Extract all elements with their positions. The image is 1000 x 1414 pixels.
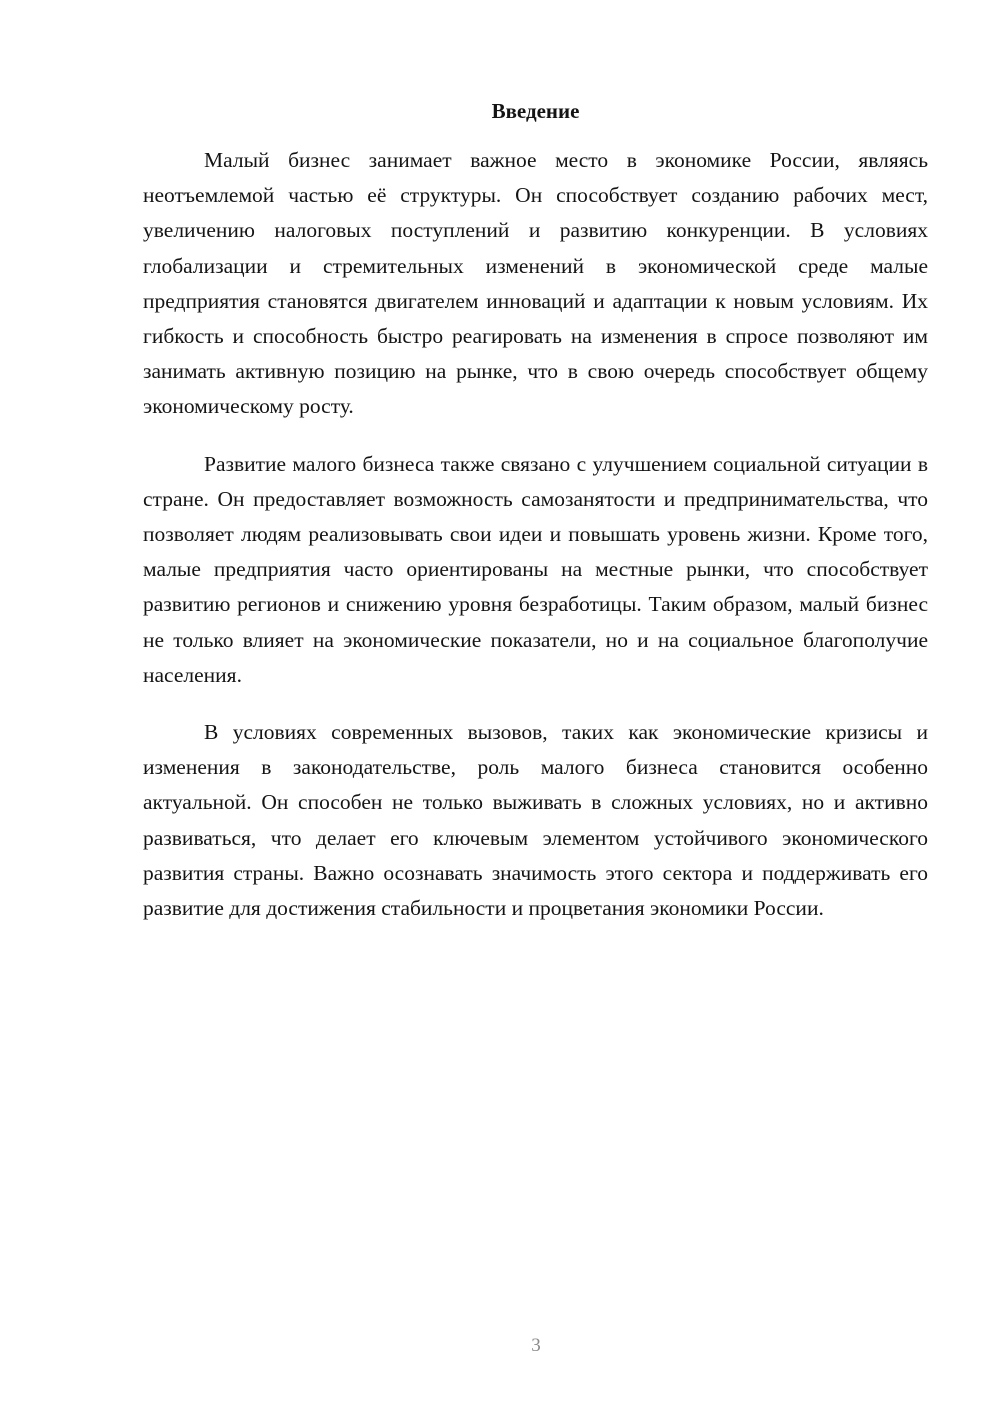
page-number: 3 (531, 1335, 541, 1356)
paragraph-2: Развитие малого бизнеса также связано с улучшением социальной ситуации в стране. Он предоставляет возможность самозанятости и предпринимательства, что позволяет людям реализовывать свои идеи и повышать уровень жизни. Кроме того, малые предприятия часто ориентированы на местные рынки, что способствует развитию регионов и снижению уровня безработицы. Таким образом, малый бизнес не только влияет на экономические показатели, но и на социальное благополучие населения. (143, 451, 928, 687)
section-title: Введение (491, 99, 580, 123)
paragraph-3: В условиях современных вызовов, таких как экономические кризисы и изменения в законодательстве, роль малого бизнеса становится особенно актуальной. Он способен не только выживать в сложных условиях, но и активно развиваться, что делает его ключевым элементом устойчивого экономического развития страны. Важно осознавать значимость этого сектора и поддерживать его развитие для достижения стабильности и процветания экономики России. (143, 720, 928, 921)
paragraph-1: Малый бизнес занимает важное место в экономике России, являясь неотъемлемой частью её структуры. Он способствует созданию рабочих мест, увеличению налоговых поступлений и развитию конкуренции. В условиях глобализации и стремительных изменений в экономической среде малые предприятия становятся двигателем инноваций и адаптации к новым условиям. Их гибкость и способность быстро реагировать на изменения в спросе позволяют им занимать активную позицию на рынке, что в свою очередь способствует общему экономическому росту. (143, 148, 928, 419)
body-text (143, 143, 928, 948)
